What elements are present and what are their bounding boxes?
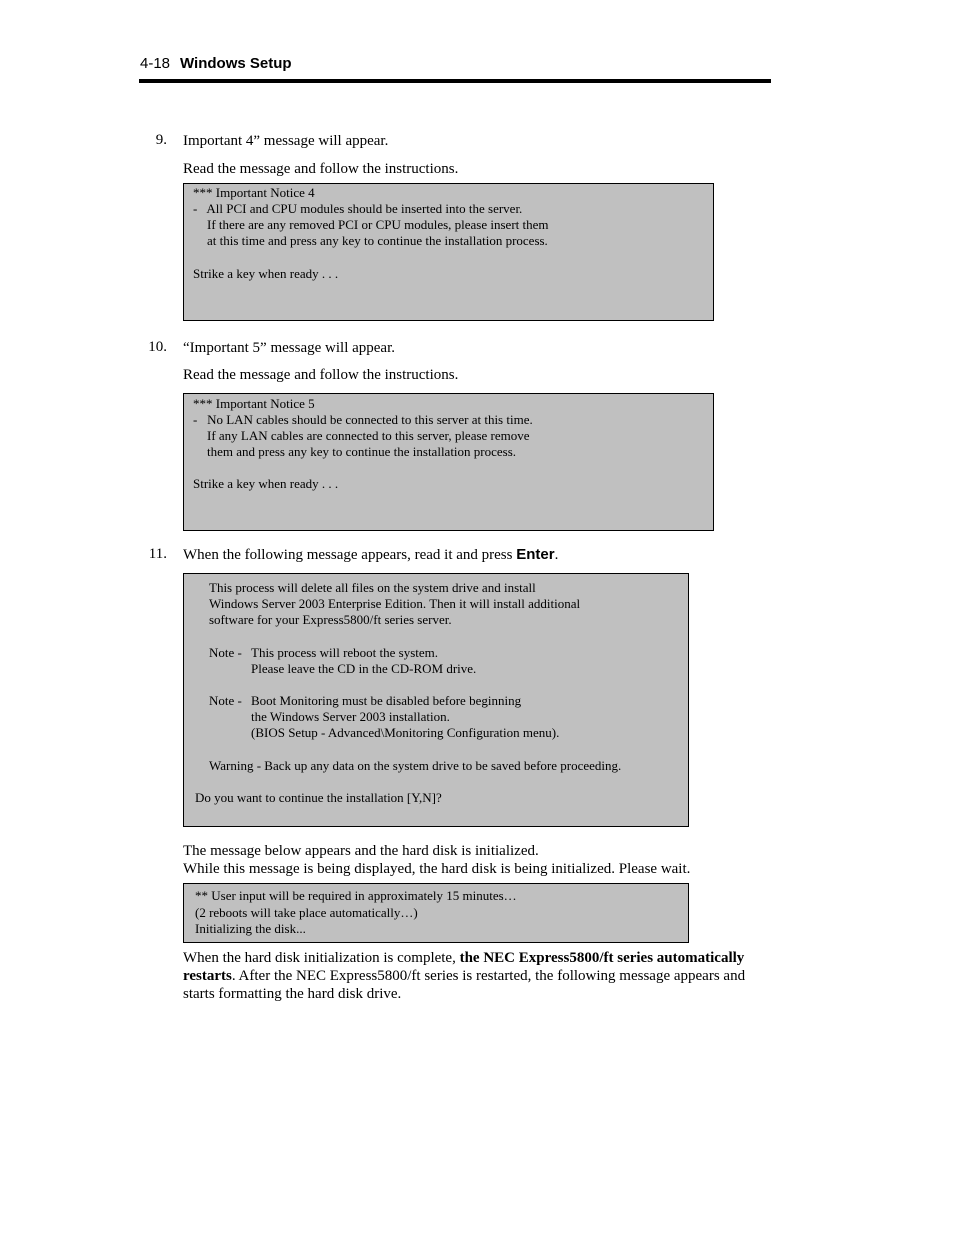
step-11-text-before: When the following message appears, read it and press bbox=[183, 547, 517, 563]
box-line: *** Important Notice 5 bbox=[193, 396, 315, 411]
enter-key: Enter bbox=[516, 546, 555, 563]
step-11-text bbox=[183, 546, 558, 564]
box-line: *** Important Notice 4 bbox=[193, 185, 315, 200]
prompt-line: Do you want to continue the installation [Y,N]? bbox=[195, 790, 442, 805]
final-bold: restarts bbox=[183, 968, 232, 984]
final-paragraph bbox=[183, 949, 783, 1003]
warning-line: Warning - Back up any data on the system drive to be saved before proceeding. bbox=[209, 758, 622, 773]
box-line: If any LAN cables are connected to this server, please remove bbox=[207, 428, 530, 443]
step-10-instruction: Read the message and follow the instructions. bbox=[183, 367, 459, 383]
init-line-1: The message below appears and the hard disk is initialized. bbox=[183, 843, 539, 859]
box-line: Strike a key when ready . . . bbox=[193, 266, 339, 281]
box-line: Boot Monitoring must be disabled before beginning bbox=[251, 693, 522, 708]
box-line: This process will delete all files on the system drive and install bbox=[209, 580, 536, 595]
step-9-instruction: Read the message and follow the instructions. bbox=[183, 161, 459, 177]
page-header bbox=[140, 55, 292, 72]
note-label: Note - bbox=[209, 645, 242, 660]
init-line-2: While this message is being displayed, the hard disk is being initialized. Please wait. bbox=[183, 861, 691, 877]
init-box bbox=[183, 883, 689, 943]
confirmation-box bbox=[183, 573, 689, 827]
box-line: Please leave the CD in the CD-ROM drive. bbox=[251, 661, 477, 676]
header-rule bbox=[139, 79, 771, 83]
box-line: Windows Server 2003 Enterprise Edition. Then it will install additional bbox=[209, 596, 581, 611]
box-line: (BIOS Setup - Advanced\Monitoring Configuration menu). bbox=[251, 725, 560, 740]
box-line: This process will reboot the system. bbox=[251, 645, 439, 660]
box-line: - No LAN cables should be connected to this server at this time. bbox=[193, 412, 533, 427]
step-11-text-after: . bbox=[554, 547, 559, 563]
box-line: If there are any removed PCI or CPU modules, please insert them bbox=[207, 217, 549, 232]
box-line: Initializing the disk... bbox=[195, 921, 306, 936]
step-number: 9. bbox=[155, 132, 167, 148]
step-number: 10. bbox=[148, 339, 167, 355]
notice-5-box bbox=[183, 393, 714, 531]
final-bold: the NEC Express5800/ft series automatically bbox=[459, 950, 745, 966]
box-line: software for your Express5800/ft series server. bbox=[209, 612, 452, 627]
notice-4-box bbox=[183, 183, 714, 321]
final-text: When the hard disk initialization is complete, bbox=[183, 950, 460, 966]
box-line: the Windows Server 2003 installation. bbox=[251, 709, 450, 724]
step-10-text: “Important 5” message will appear. bbox=[183, 340, 396, 356]
box-line: (2 reboots will take place automatically…) bbox=[195, 905, 418, 920]
page-number: 4-18 bbox=[140, 55, 171, 72]
section-title: Windows Setup bbox=[180, 55, 292, 72]
box-line: - All PCI and CPU modules should be inserted into the server. bbox=[193, 201, 523, 216]
box-line: at this time and press any key to continue the installation process. bbox=[207, 233, 548, 248]
box-line: ** User input will be required in approximately 15 minutes… bbox=[195, 888, 517, 903]
box-line: Strike a key when ready . . . bbox=[193, 476, 339, 491]
final-line-2 bbox=[183, 967, 783, 985]
step-9-text: Important 4” message will appear. bbox=[183, 133, 389, 149]
final-line-3: starts formatting the hard disk drive. bbox=[183, 986, 402, 1002]
final-line-1 bbox=[183, 949, 783, 967]
step-number: 11. bbox=[148, 546, 167, 562]
box-line: them and press any key to continue the installation process. bbox=[207, 444, 517, 459]
note-label: Note - bbox=[209, 693, 242, 708]
final-text: . After the NEC Express5800/ft series is restarted, the following message appears and bbox=[231, 968, 746, 984]
